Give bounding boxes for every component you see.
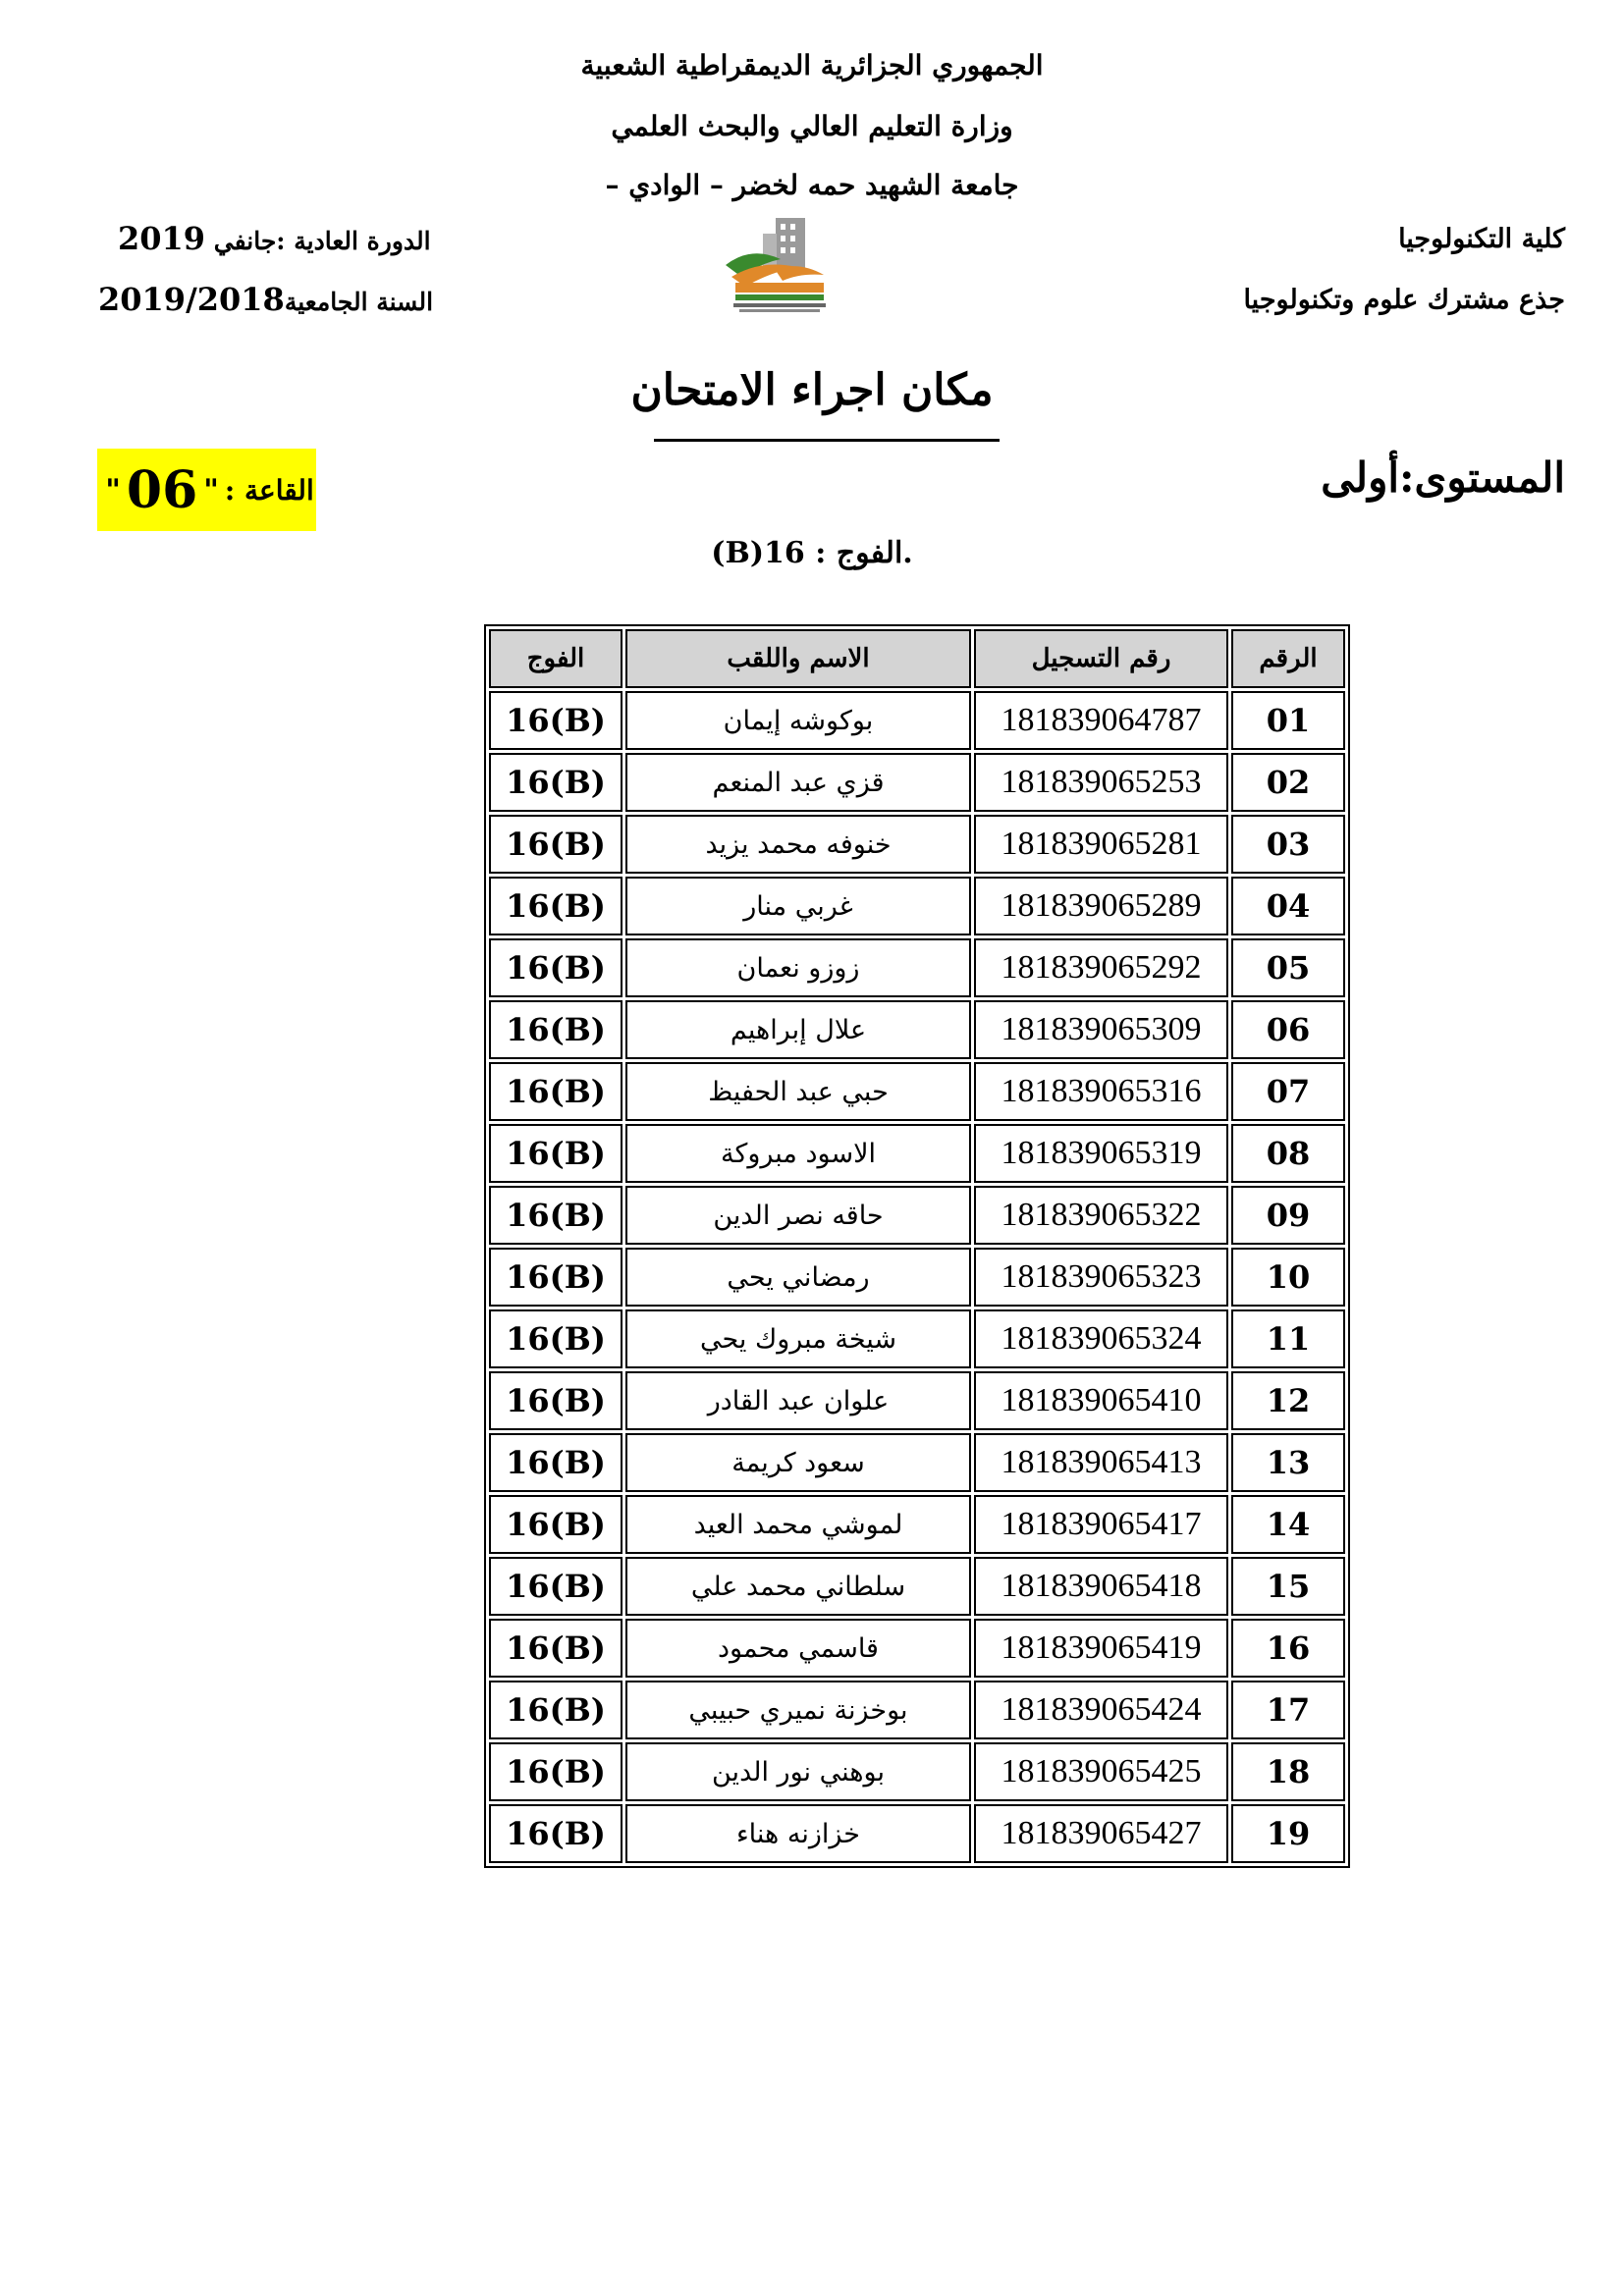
row-name: بوهني نور الدين <box>625 1742 971 1801</box>
table-row <box>489 1619 1345 1678</box>
row-registration: 181839065322 <box>974 1186 1228 1245</box>
table-row <box>489 1124 1345 1183</box>
row-registration: 181839065323 <box>974 1248 1228 1307</box>
level-label: المستوى:أولى <box>1321 454 1565 502</box>
row-number: 19 <box>1231 1804 1345 1863</box>
row-registration: 181839065281 <box>974 815 1228 874</box>
table-row <box>489 1557 1345 1616</box>
session-year: 2019 <box>118 220 206 257</box>
row-group: 16(B) <box>489 1309 623 1368</box>
table-row <box>489 1681 1345 1739</box>
row-group: 16(B) <box>489 1000 623 1059</box>
row-group: 16(B) <box>489 1804 623 1863</box>
session-label: الدورة العادية :جانفي <box>213 227 431 255</box>
row-registration: 181839065425 <box>974 1742 1228 1801</box>
academic-year-value: 2019/2018 <box>98 281 285 318</box>
row-registration: 181839065424 <box>974 1681 1228 1739</box>
table-row <box>489 1000 1345 1059</box>
row-group: 16(B) <box>489 1495 623 1554</box>
row-number: 01 <box>1231 691 1345 750</box>
row-name: شيخة مبروك يحي <box>625 1309 971 1368</box>
department-name: جذع مشترك علوم وتكنولوجيا <box>1243 285 1565 315</box>
row-registration: 181839065253 <box>974 753 1228 812</box>
table-row <box>489 1433 1345 1492</box>
row-name: سلطاني محمد علي <box>625 1557 971 1616</box>
row-registration: 181839065410 <box>974 1371 1228 1430</box>
row-group: 16(B) <box>489 1742 623 1801</box>
row-number: 18 <box>1231 1742 1345 1801</box>
table-row <box>489 1186 1345 1245</box>
table-row <box>489 938 1345 997</box>
students-table <box>484 624 1350 1868</box>
row-name: حبي عبد الحفيظ <box>625 1062 971 1121</box>
room-highlight-box <box>97 449 316 531</box>
row-group: 16(B) <box>489 1062 623 1121</box>
header-ministry: وزارة التعليم العالي والبحث العلمي <box>611 110 1013 142</box>
row-group: 16(B) <box>489 938 623 997</box>
row-name: غربي منار <box>625 877 971 935</box>
row-group: 16(B) <box>489 1248 623 1307</box>
table-row <box>489 877 1345 935</box>
page-title: مكان اجراء الامتحان <box>630 365 994 415</box>
title-underline <box>654 439 1000 442</box>
table-row <box>489 815 1345 874</box>
row-registration: 181839065324 <box>974 1309 1228 1368</box>
row-registration: 181839065418 <box>974 1557 1228 1616</box>
row-group: 16(B) <box>489 815 623 874</box>
table-row <box>489 1804 1345 1863</box>
row-registration: 181839065316 <box>974 1062 1228 1121</box>
row-registration: 181839065289 <box>974 877 1228 935</box>
table-row <box>489 1742 1345 1801</box>
table-row <box>489 753 1345 812</box>
room-label: القاعة : <box>224 473 314 507</box>
row-group: 16(B) <box>489 753 623 812</box>
exam-session <box>118 220 431 257</box>
row-number: 05 <box>1231 938 1345 997</box>
row-name: خنوفه محمد يزيد <box>625 815 971 874</box>
row-group: 16(B) <box>489 1371 623 1430</box>
row-number: 02 <box>1231 753 1345 812</box>
row-number: 08 <box>1231 1124 1345 1183</box>
row-number: 14 <box>1231 1495 1345 1554</box>
header-republic: الجمهوري الجزائرية الديمقراطية الشعبية <box>580 49 1044 81</box>
university-logo-icon <box>722 216 836 314</box>
row-name: قزي عبد المنعم <box>625 753 971 812</box>
table-row <box>489 1309 1345 1368</box>
table-row <box>489 1248 1345 1307</box>
row-group: 16(B) <box>489 877 623 935</box>
table-row <box>489 1371 1345 1430</box>
room-quote-open: " <box>203 472 219 507</box>
row-registration: 181839064787 <box>974 691 1228 750</box>
header-group: الفوج <box>489 629 623 688</box>
row-number: 10 <box>1231 1248 1345 1307</box>
room-number: 06 <box>126 459 198 520</box>
header-number: الرقم <box>1231 629 1345 688</box>
table-row <box>489 1495 1345 1554</box>
row-registration: 181839065417 <box>974 1495 1228 1554</box>
row-name: قاسمي محمود <box>625 1619 971 1678</box>
row-group: 16(B) <box>489 1619 623 1678</box>
row-name: رمضاني يحي <box>625 1248 971 1307</box>
row-number: 09 <box>1231 1186 1345 1245</box>
header-registration: رقم التسجيل <box>974 629 1228 688</box>
table-row <box>489 691 1345 750</box>
header-name: الاسم واللقب <box>625 629 971 688</box>
row-registration: 181839065419 <box>974 1619 1228 1678</box>
row-name: خزازنه هناء <box>625 1804 971 1863</box>
row-name: بوخزنة نميري حبيبي <box>625 1681 971 1739</box>
row-number: 11 <box>1231 1309 1345 1368</box>
row-number: 13 <box>1231 1433 1345 1492</box>
row-registration: 181839065309 <box>974 1000 1228 1059</box>
row-registration: 181839065413 <box>974 1433 1228 1492</box>
row-name: حاقه نصر الدين <box>625 1186 971 1245</box>
row-group: 16(B) <box>489 691 623 750</box>
row-group: 16(B) <box>489 1557 623 1616</box>
academic-year <box>98 281 433 318</box>
row-group: 16(B) <box>489 1681 623 1739</box>
row-group: 16(B) <box>489 1124 623 1183</box>
row-name: علوان عبد القادر <box>625 1371 971 1430</box>
row-registration: 181839065319 <box>974 1124 1228 1183</box>
row-name: سعود كريمة <box>625 1433 971 1492</box>
row-group: 16(B) <box>489 1186 623 1245</box>
faculty-name: كلية التكنولوجيا <box>1398 224 1565 254</box>
room-quote-close: " <box>105 472 121 507</box>
group-line: .الفوج : 16(B) <box>711 536 913 570</box>
row-name: الاسود مبروكة <box>625 1124 971 1183</box>
row-number: 12 <box>1231 1371 1345 1430</box>
row-name: علال إبراهيم <box>625 1000 971 1059</box>
row-number: 06 <box>1231 1000 1345 1059</box>
academic-year-label: السنة الجامعية <box>284 288 434 316</box>
row-number: 15 <box>1231 1557 1345 1616</box>
row-registration: 181839065292 <box>974 938 1228 997</box>
row-number: 03 <box>1231 815 1345 874</box>
header-university: جامعة الشهيد حمه لخضر – الوادي – <box>605 169 1019 201</box>
row-registration: 181839065427 <box>974 1804 1228 1863</box>
row-name: زوزو نعمان <box>625 938 971 997</box>
row-number: 16 <box>1231 1619 1345 1678</box>
table-row <box>489 1062 1345 1121</box>
row-number: 17 <box>1231 1681 1345 1739</box>
row-number: 04 <box>1231 877 1345 935</box>
row-number: 07 <box>1231 1062 1345 1121</box>
row-group: 16(B) <box>489 1433 623 1492</box>
row-name: لموشي محمد العيد <box>625 1495 971 1554</box>
row-name: بوكوشه إيمان <box>625 691 971 750</box>
table-header-row <box>489 629 1345 688</box>
